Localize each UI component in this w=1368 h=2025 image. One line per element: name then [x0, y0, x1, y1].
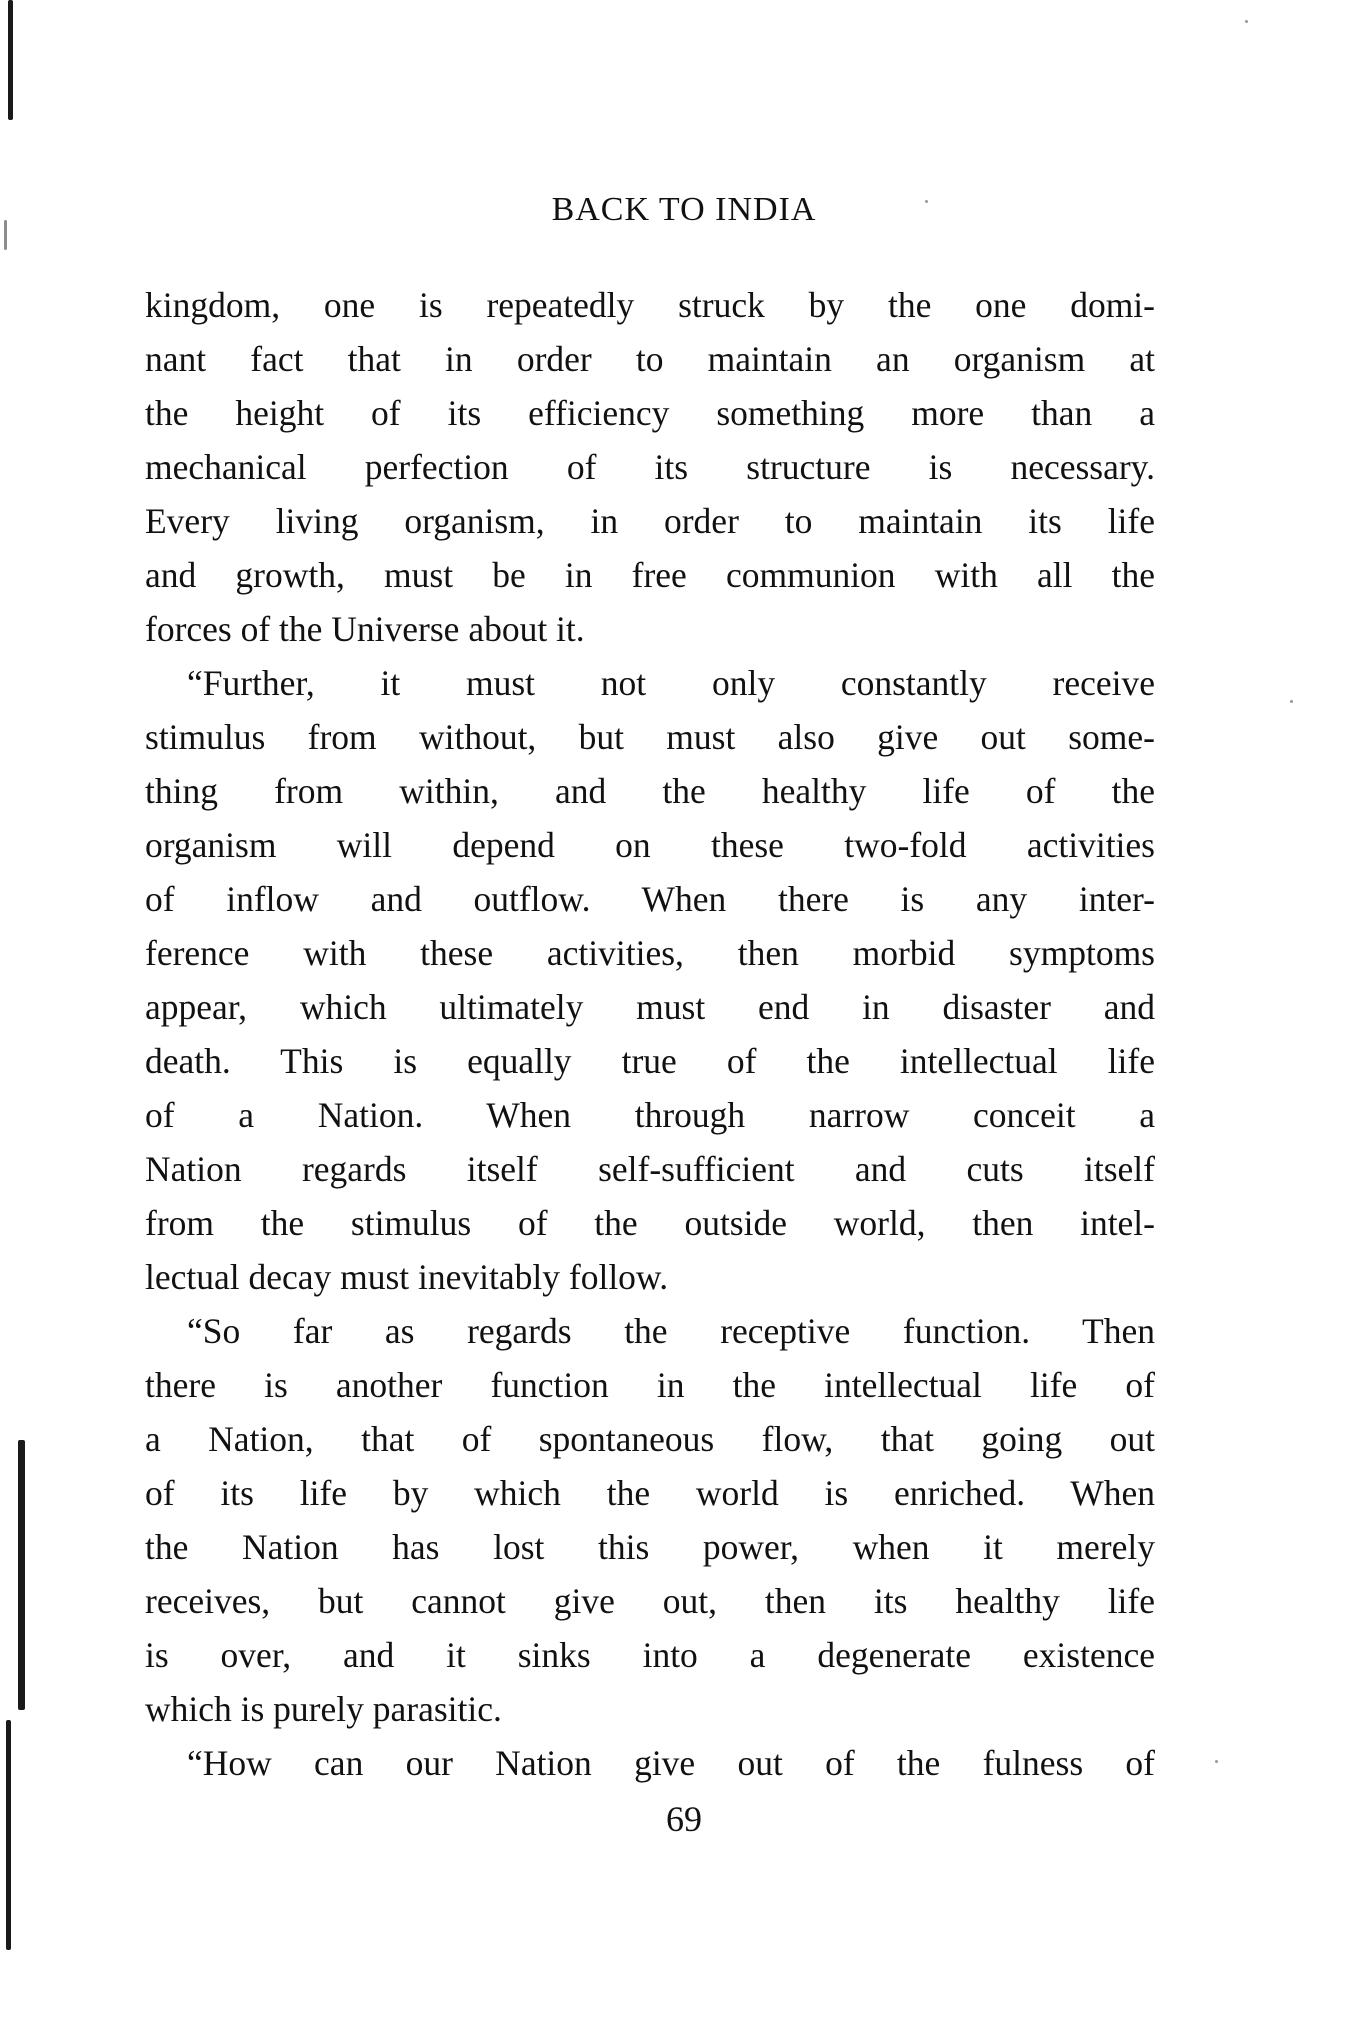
text-line: from the stimulus of the outside world, then intel- [145, 1203, 1155, 1243]
text-line: ference with these activities, then morbid symptoms [145, 933, 1155, 973]
text-line: “Further, it must not only constantly receive [187, 663, 1155, 703]
left-edge-shadow [18, 1440, 25, 1710]
left-edge-shadow [8, 0, 13, 120]
text-line: stimulus from without, but must also give out some- [145, 717, 1155, 757]
running-head: BACK TO INDIA [551, 191, 817, 228]
paper-speck [1290, 700, 1293, 703]
text-line: mechanical perfection of its structure is necessary. [145, 447, 1155, 487]
text-line: there is another function in the intellectual life of [145, 1365, 1155, 1405]
body-text [145, 278, 1155, 1790]
text-line: appear, which ultimately must end in disaster and [145, 987, 1155, 1027]
text-line: a Nation, that of spontaneous flow, that going out [145, 1419, 1155, 1459]
text-line: kingdom, one is repeatedly struck by the one domi- [145, 285, 1155, 325]
text-line: is over, and it sinks into a degenerate existence [145, 1635, 1155, 1675]
text-line: the Nation has lost this power, when it merely [145, 1527, 1155, 1567]
text-line: receives, but cannot give out, then its healthy life [145, 1581, 1155, 1621]
text-line: thing from within, and the healthy life of the [145, 771, 1155, 811]
text-line: nant fact that in order to maintain an organism at [145, 339, 1155, 379]
paper-speck [1215, 1760, 1218, 1763]
text-line: organism will depend on these two-fold activities [145, 825, 1155, 865]
text-line: the height of its efficiency something more than a [145, 393, 1155, 433]
text-line: forces of the Universe about it. [145, 609, 585, 649]
text-line: which is purely parasitic. [145, 1689, 502, 1729]
text-line: of inflow and outflow. When there is any inter- [145, 879, 1155, 919]
page-number: 69 [666, 1799, 702, 1839]
text-line: “So far as regards the receptive function. Then [187, 1311, 1155, 1351]
text-line: Nation regards itself self-sufficient and cuts itself [145, 1149, 1155, 1189]
text-line: lectual decay must inevitably follow. [145, 1257, 669, 1297]
paper-speck [1245, 20, 1248, 23]
text-line: death. This is equally true of the intellectual life [145, 1041, 1155, 1081]
text-line: Every living organism, in order to maintain its life [145, 501, 1155, 541]
text-line: and growth, must be in free communion with all the [145, 555, 1155, 595]
text-line: “How can our Nation give out of the fulness of [187, 1743, 1155, 1783]
text-line: of a Nation. When through narrow conceit a [145, 1095, 1155, 1135]
text-line: of its life by which the world is enriched. When [145, 1473, 1155, 1513]
